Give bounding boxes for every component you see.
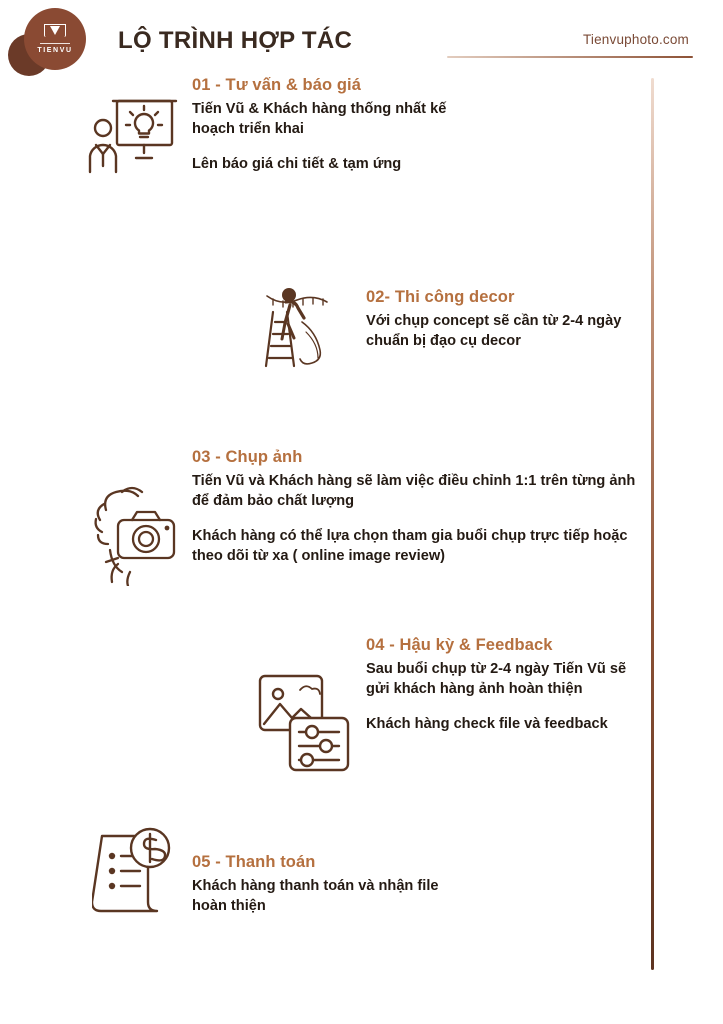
step-5: [192, 853, 472, 916]
step-4-paragraph-2: Khách hàng check file và feedback: [366, 716, 608, 733]
step-3-paragraph-2: Khách hàng có thể lựa chọn tham gia buổi chụp trực tiếp hoặc theo dõi từ xa ( online image review): [192, 528, 628, 565]
url-underline: [447, 56, 693, 58]
step-2-title: 02- Thi công decor: [366, 288, 515, 306]
logo-mark-icon: [44, 24, 66, 37]
step-4-paragraph-1: Sau buổi chụp từ 2-4 ngày Tiến Vũ sẽ gửi khách hàng ảnh hoàn thiện: [366, 661, 627, 698]
step-4: [366, 636, 636, 734]
presentation-idea-icon: [86, 96, 178, 180]
header: [0, 0, 723, 80]
photographer-camera-icon: [88, 480, 184, 586]
step-3-paragraph-1: Tiến Vũ và Khách hàng sẽ làm việc điều chỉnh 1:1 trên từng ảnh để đảm bảo chất lượng: [192, 473, 636, 510]
logo-badge: [24, 8, 86, 70]
ladder-decor-icon: [240, 262, 350, 378]
step-5-title: 05 - Thanh toán: [192, 853, 316, 871]
step-3: [192, 448, 652, 567]
logo-divider: [40, 43, 70, 44]
step-2-paragraph-1: Với chụp concept sẽ cần từ 2-4 ngày chuẩn bị đạo cụ decor: [366, 313, 622, 350]
step-3-title: 03 - Chụp ảnh: [192, 448, 303, 466]
step-1-paragraph-1: Tiến Vũ & Khách hàng thống nhất kế hoạch triển khai: [192, 101, 447, 138]
logo-text: TIENVU: [37, 47, 73, 54]
photo-editing-icon: [254, 668, 354, 778]
step-1: [192, 76, 482, 174]
page-title: LỘ TRÌNH HỢP TÁC: [118, 27, 353, 54]
invoice-dollar-icon: [92, 826, 176, 922]
logo: [8, 6, 113, 86]
site-url: Tienvuphoto.com: [582, 32, 689, 47]
step-4-title: 04 - Hậu kỳ & Feedback: [366, 636, 553, 654]
step-1-title: 01 - Tư vấn & báo giá: [192, 76, 362, 94]
step-2: [366, 288, 636, 351]
step-1-paragraph-2: Lên báo giá chi tiết & tạm ứng: [192, 156, 402, 173]
step-5-paragraph-1: Khách hàng thanh toán và nhận file hoàn thiện: [192, 878, 439, 915]
